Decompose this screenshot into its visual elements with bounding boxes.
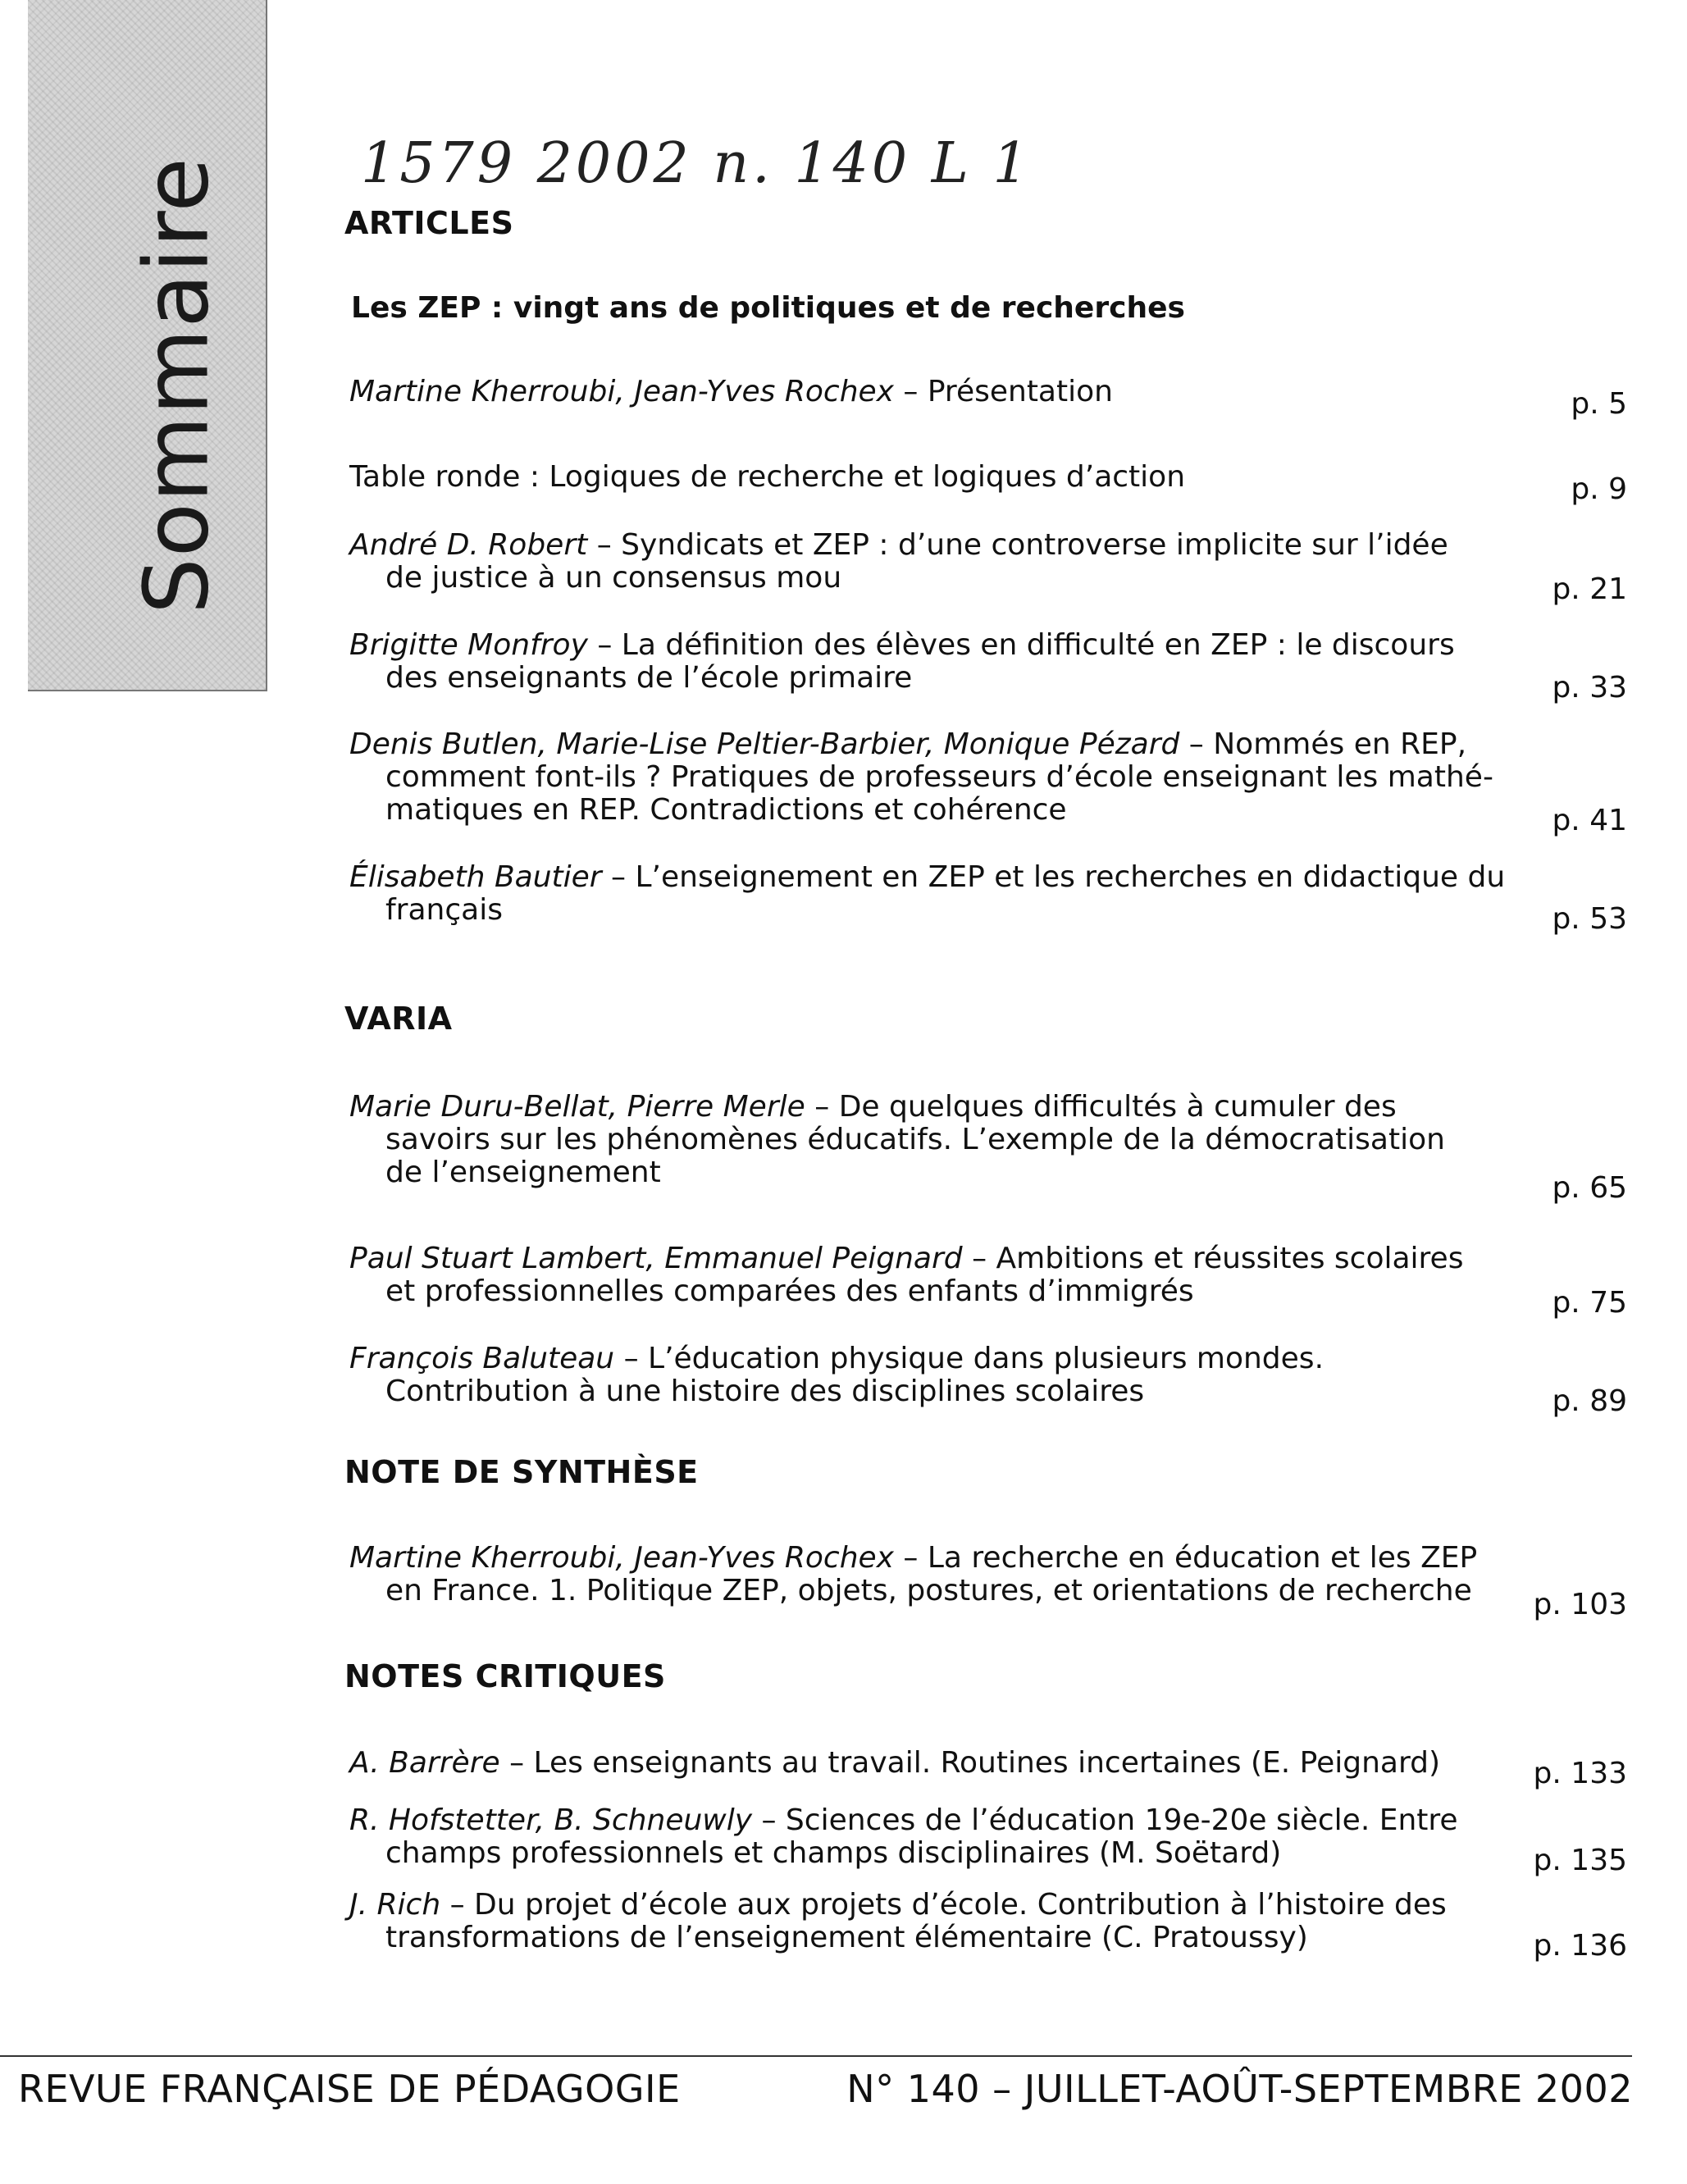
entry-separator: –: [893, 1541, 928, 1575]
entry-title-continued: comment font-ils ? Pratiques de professeurs d’école enseignant les mathé-: [385, 760, 1493, 794]
entry-author: Paul Stuart Lambert, Emmanuel Peignard: [349, 1242, 963, 1275]
toc-entry: [349, 1541, 1478, 1607]
entry-title-continued: de justice à un consensus mou: [385, 561, 842, 595]
toc-entry: [349, 461, 1465, 494]
entry-separator: –: [587, 528, 622, 562]
entry-page: p. 133: [1533, 1757, 1627, 1790]
section-varia: VARIA: [344, 1001, 453, 1037]
toc-entry: [349, 1889, 1465, 1954]
entry-page: p. 33: [1552, 671, 1627, 704]
entry-author: R. Hofstetter, B. Schneuwly: [349, 1803, 753, 1837]
entry-separator: –: [601, 860, 636, 894]
toc-entry: [349, 376, 1465, 408]
entry-title-continued: et professionnelles comparées des enfants d’immigrés: [385, 1274, 1194, 1308]
toc-entry: [349, 1747, 1465, 1780]
entry-title: Sciences de l’éducation 19e-20e siècle. Entre: [785, 1803, 1458, 1837]
entry-author: Brigitte Monfroy: [349, 628, 588, 662]
entry-title-continued: de l’enseignement: [385, 1156, 661, 1189]
entry-page: p. 103: [1533, 1588, 1627, 1621]
entry-title-continued: matiques en REP. Contradictions et cohérence: [385, 793, 1067, 827]
entry-page: p. 53: [1552, 902, 1627, 936]
entry-title: Table ronde : Logiques de recherche et logiques d’action: [349, 460, 1186, 494]
entry-title-continued: savoirs sur les phénomènes éducatifs. L’exemple de la démocratisation: [385, 1123, 1445, 1156]
entry-separator: –: [962, 1242, 996, 1275]
entry-page: p. 9: [1571, 472, 1627, 506]
toc-entry: [349, 1804, 1465, 1870]
entry-author: A. Barrère: [349, 1746, 500, 1780]
entry-title-continued: champs professionnels et champs disciplinaires (M. Soëtard): [385, 1836, 1282, 1870]
entry-page: p. 5: [1571, 387, 1627, 421]
entry-title: La définition des élèves en difficulté en ZEP : le discours: [621, 628, 1455, 662]
entry-author: François Baluteau: [349, 1342, 615, 1375]
entry-title-continued: transformations de l’enseignement élémentaire (C. Pratoussy): [385, 1921, 1308, 1954]
toc-entry: [349, 1343, 1465, 1408]
entry-page: p. 136: [1533, 1929, 1627, 1963]
issue-info: N° 140 – JUILLET-AOÛT-SEPTEMBRE 2002: [846, 2067, 1633, 2111]
entry-separator: –: [805, 1090, 839, 1124]
toc-entry: [349, 529, 1465, 595]
section-note-de-synthese: NOTE DE SYNTHÈSE: [344, 1454, 699, 1490]
entry-separator: –: [614, 1342, 649, 1375]
entry-separator: –: [752, 1803, 786, 1837]
entry-author: Denis Butlen, Marie-Lise Peltier-Barbier, Monique Pézard: [349, 727, 1180, 761]
articles-theme: Les ZEP : vingt ans de politiques et de recherches: [351, 291, 1185, 325]
entry-author: Élisabeth Bautier: [349, 860, 602, 894]
entry-separator: –: [1179, 727, 1214, 761]
entry-title: Du projet d’école aux projets d’école. Contribution à l’histoire des: [474, 1888, 1447, 1922]
footer-divider: [0, 2055, 1632, 2057]
entry-page: p. 135: [1533, 1844, 1627, 1877]
toc-entry: [349, 629, 1465, 695]
entry-author: Martine Kherroubi, Jean-Yves Rochex: [349, 375, 894, 408]
entry-author: Marie Duru-Bellat, Pierre Merle: [349, 1090, 805, 1124]
entry-title-continued: des enseignants de l’école primaire: [385, 661, 913, 695]
sidebar-title: Sommaire: [125, 157, 229, 614]
entry-title: L’éducation physique dans plusieurs mondes.: [648, 1342, 1325, 1375]
sidebar-panel: [28, 0, 267, 691]
entry-title: La recherche en éducation et les ZEP: [927, 1541, 1478, 1575]
toc-entry: [349, 1091, 1465, 1189]
journal-name: REVUE FRANÇAISE DE PÉDAGOGIE: [18, 2067, 681, 2111]
entry-page: p. 41: [1552, 804, 1627, 837]
toc-entry: [349, 727, 1493, 827]
entry-separator: –: [587, 628, 622, 662]
entry-title: Nommés en REP,: [1213, 727, 1467, 761]
entry-separator: –: [440, 1888, 475, 1922]
entry-title: Les enseignants au travail. Routines incertaines (E. Peignard): [533, 1746, 1441, 1780]
entry-author: J. Rich: [349, 1888, 441, 1922]
entry-title: Syndicats et ZEP : d’une controverse implicite sur l’idée: [621, 528, 1448, 562]
entry-author: Martine Kherroubi, Jean-Yves Rochex: [349, 1541, 894, 1575]
entry-title-continued: en France. 1. Politique ZEP, objets, postures, et orientations de recherche: [385, 1574, 1472, 1607]
entry-page: p. 75: [1552, 1286, 1627, 1320]
section-notes-critiques: NOTES CRITIQUES: [344, 1658, 666, 1694]
section-articles: ARTICLES: [344, 205, 514, 241]
entry-separator: –: [499, 1746, 534, 1780]
entry-separator: –: [893, 375, 928, 408]
toc-entry: [349, 860, 1506, 927]
entry-title: Ambitions et réussites scolaires: [996, 1242, 1464, 1275]
entry-title-continued: Contribution à une histoire des disciplines scolaires: [385, 1375, 1145, 1408]
entry-page: p. 21: [1552, 572, 1627, 606]
entry-author: André D. Robert: [349, 528, 588, 562]
entry-title: L’enseignement en ZEP et les recherches en didactique du: [635, 860, 1506, 894]
entry-title-continued: français: [385, 893, 503, 927]
toc-entry: [349, 1242, 1465, 1308]
handwritten-annotation: 1579 2002 n. 140 L 1: [361, 131, 1032, 196]
entry-title: De quelques difficultés à cumuler des: [838, 1090, 1397, 1124]
entry-title: Présentation: [927, 375, 1113, 408]
entry-page: p. 89: [1552, 1384, 1627, 1418]
entry-page: p. 65: [1552, 1171, 1627, 1205]
